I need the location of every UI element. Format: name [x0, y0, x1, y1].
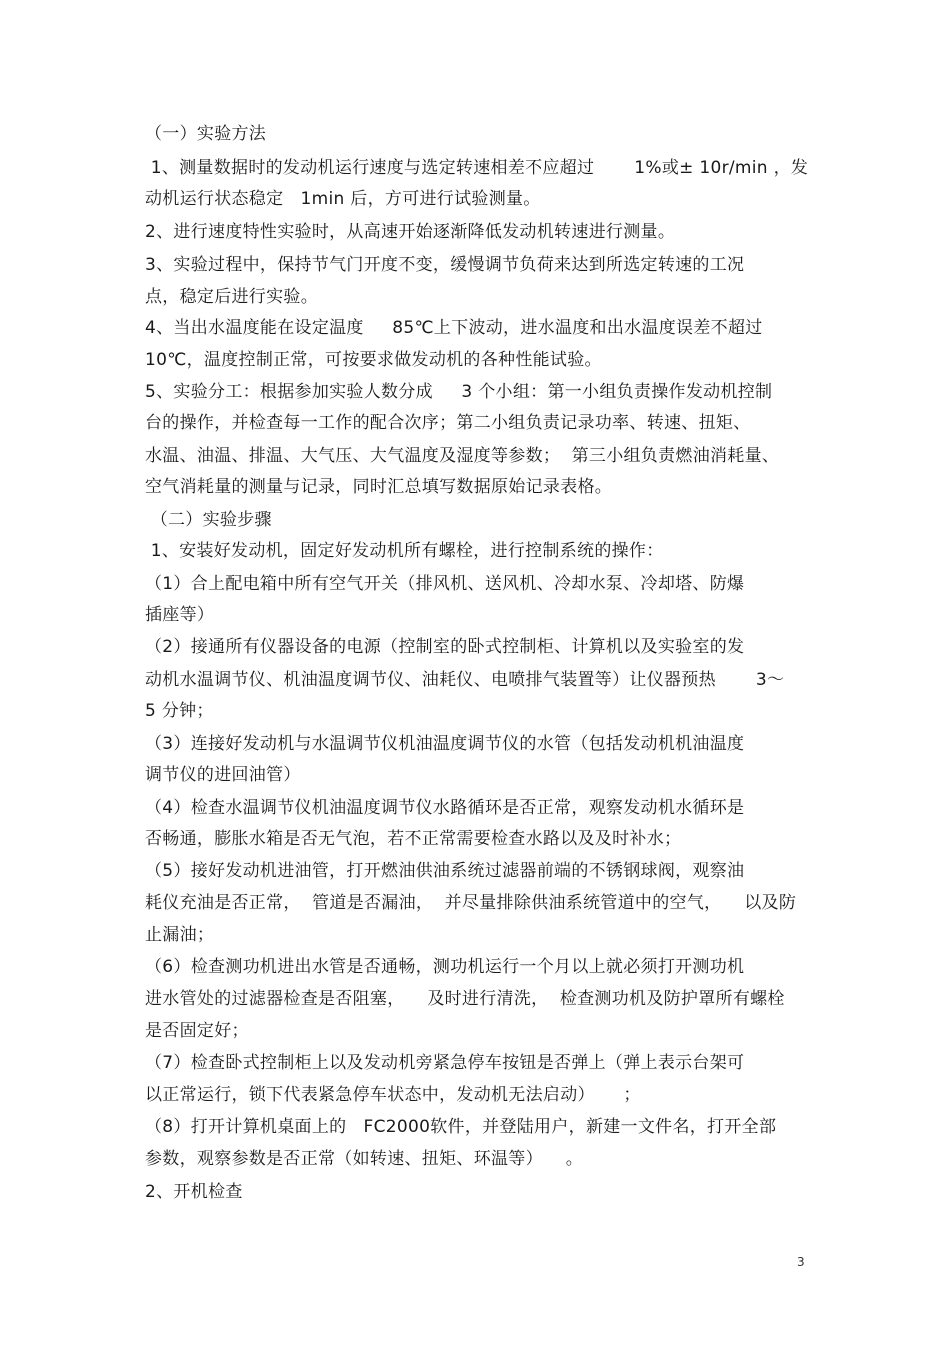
page-number: 3: [797, 1255, 805, 1269]
paragraph-line: 耗仪充油是否正常， 管道是否漏油， 并尽量排除供油系统管道中的空气， 以及防: [145, 893, 797, 913]
paragraph-line: 空气消耗量的测量与记录，同时汇总填写数据原始记录表格。: [145, 477, 613, 497]
paragraph-line: 5、实验分工：根据参加实验人数分成 3 个小组：第一小组负责操作发动机控制: [145, 382, 773, 402]
paragraph-line: 是否固定好；: [145, 1021, 249, 1041]
paragraph-line: 1、测量数据时的发动机运行速度与选定转速相差不应超过 1%或± 10r/min ，发: [145, 158, 809, 178]
paragraph-line: （3）连接好发动机与水温调节仪机油温度调节仪的水管（包括发动机机油温度: [145, 734, 745, 754]
paragraph-line: 以正常运行，锁下代表紧急停车状态中，发动机无法启动） ；: [145, 1085, 641, 1105]
paragraph-line: 进水管处的过滤器检查是否阻塞， 及时进行清洗， 检查测功机及防护罩所有螺栓: [145, 989, 785, 1009]
paragraph-line: 1、安装好发动机，固定好发动机所有螺栓，进行控制系统的操作：: [145, 541, 664, 561]
paragraph-line: （8）打开计算机桌面上的 FC2000软件，并登陆用户，新建一文件名，打开全部: [145, 1117, 777, 1137]
paragraph-line: （5）接好发动机进油管，打开燃油供油系统过滤器前端的不锈钢球阀，观察油: [145, 861, 745, 881]
section-heading-steps: （二）实验步骤: [145, 510, 272, 530]
paragraph-line: （6）检查测功机进出水管是否通畅，测功机运行一个月以上就必须打开测功机: [145, 957, 745, 977]
paragraph-line: （7）检查卧式控制柜上以及发动机旁紧急停车按钮是否弹上（弹上表示台架可: [145, 1053, 745, 1073]
paragraph-line: 5 分钟；: [145, 701, 214, 721]
paragraph-line: 否畅通，膨胀水箱是否无气泡，若不正常需要检查水路以及及时补水；: [145, 829, 682, 849]
paragraph-line: 动机水温调节仪、机油温度调节仪、油耗仪、电喷排气装置等）让仪器预热 3～: [145, 670, 785, 690]
section-heading-method: （一）实验方法: [145, 124, 267, 144]
paragraph-line: 调节仪的进回油管）: [145, 765, 301, 785]
paragraph-line: 水温、油温、排温、大气压、大气温度及湿度等参数； 第三小组负责燃油消耗量、: [145, 446, 780, 466]
paragraph-line: 参数，观察参数是否正常（如转速、扭矩、环温等） 。: [145, 1149, 584, 1169]
paragraph-line: 2、进行速度特性实验时，从高速开始逐渐降低发动机转速进行测量。: [145, 222, 676, 242]
paragraph-line: 4、当出水温度能在设定温度 85℃上下波动，进水温度和出水温度误差不超过: [145, 318, 763, 338]
paragraph-line: 2、开机检查: [145, 1182, 243, 1202]
paragraph-line: 点，稳定后进行实验。: [145, 287, 318, 307]
paragraph-line: 10℃，温度控制正常，可按要求做发动机的各种性能试验。: [145, 350, 602, 370]
paragraph-line: 台的操作，并检查每一工作的配合次序；第二小组负责记录功率、转速、扭矩、: [145, 413, 751, 433]
paragraph-line: （2）接通所有仪器设备的电源（控制室的卧式控制柜、计算机以及实验室的发: [145, 637, 745, 657]
paragraph-line: 动机运行状态稳定 1min 后，方可进行试验测量。: [145, 189, 541, 209]
paragraph-line: 止漏油；: [145, 925, 215, 945]
paragraph-line: 3、实验过程中，保持节气门开度不变，缓慢调节负荷来达到所选定转速的工况: [145, 255, 745, 275]
paragraph-line: （4）检查水温调节仪机油温度调节仪水路循环是否正常，观察发动机水循环是: [145, 798, 745, 818]
paragraph-line: 插座等）: [145, 605, 215, 625]
paragraph-line: （1）合上配电箱中所有空气开关（排风机、送风机、冷却水泵、冷却塔、防爆: [145, 574, 745, 594]
